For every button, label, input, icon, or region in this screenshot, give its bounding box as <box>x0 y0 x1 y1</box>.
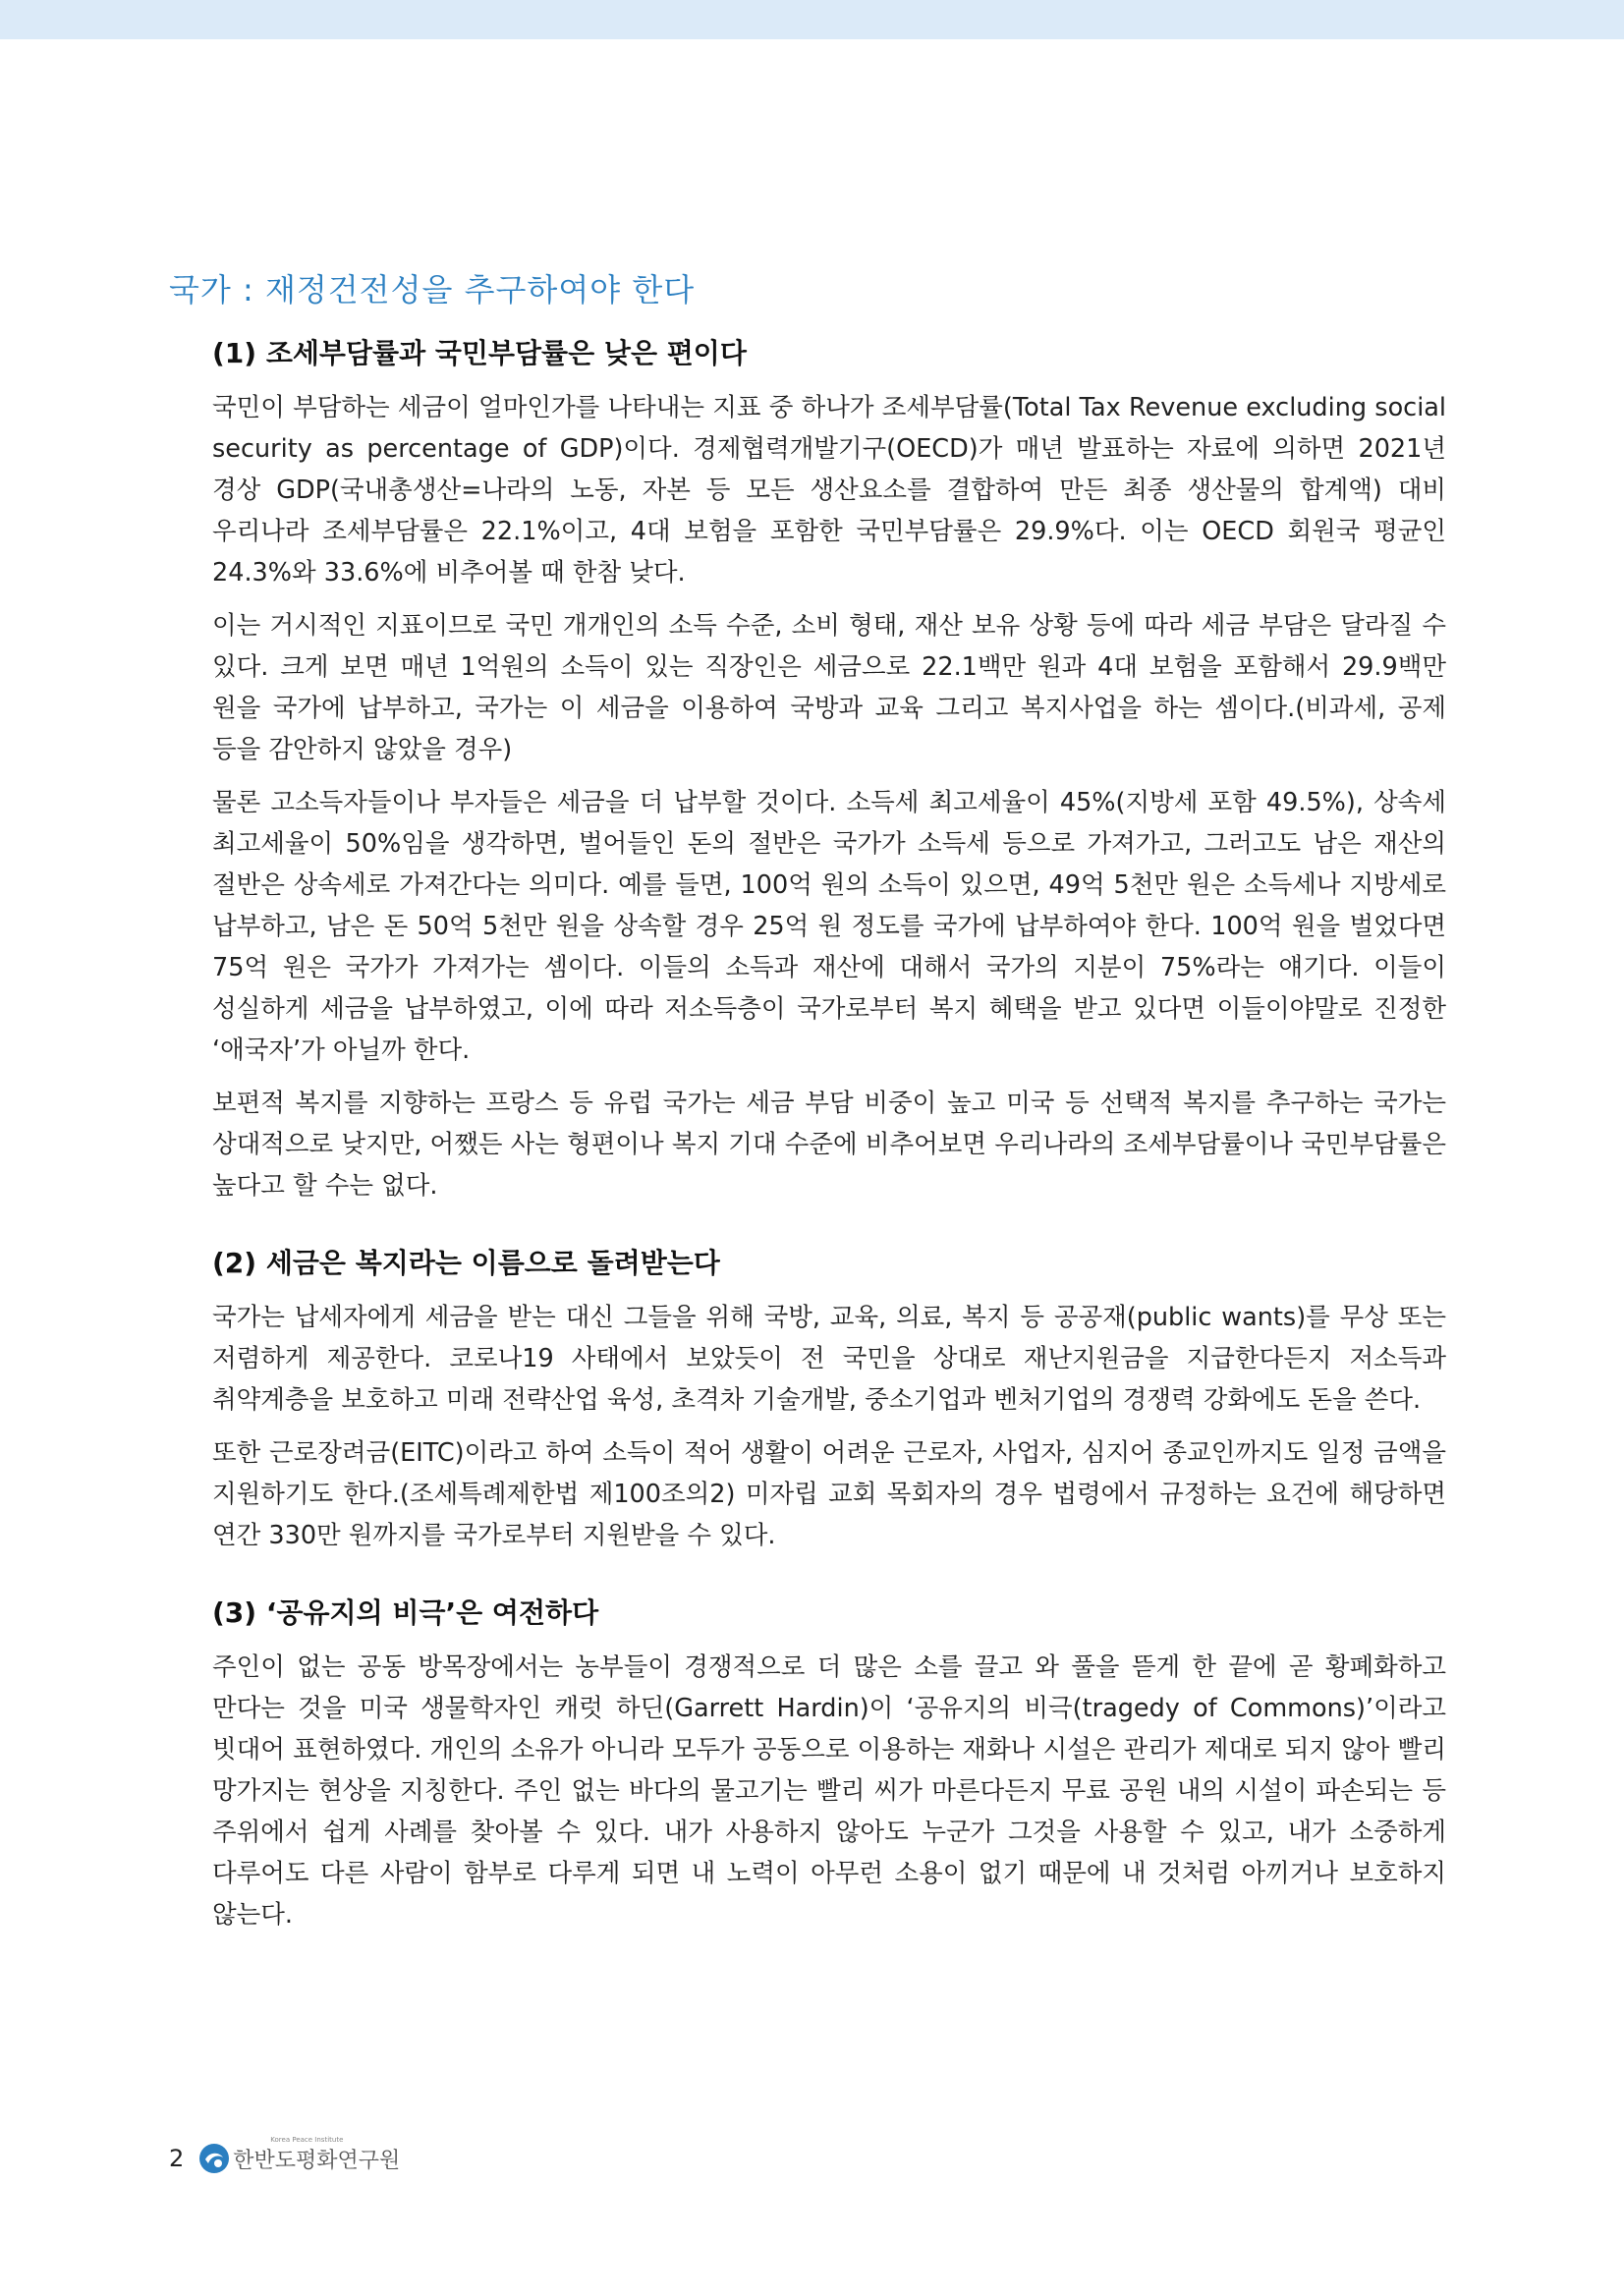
paragraph: 물론 고소득자들이나 부자들은 세금을 더 납부할 것이다. 소득세 최고세율이 45%(지방세 포함 49.5%), 상속세 최고세율이 50%임을 생각하면, 벌어들인 돈의 절반은 국가가 소득세 등으로 가져가고, 그러고도 남은 재산의 절반은 상속세로 가져간다는 의미다. 예를 들면, 100억 원의 소득이 있으면, 49억 5천만 원은 소득세나 지방세로 납부하고, 남은 돈 50억 5천만 원을 상속할 경우 25억 원 정도를 국가에 납부하여야 한다. 100억 원을 벌었다면 75억 원은 국가가 가져가는 셈이다. 이들의 소득과 재산에 대해서 국가의 지분이 75%라는 얘기다. 이들이 성실하게 세금을 납부하였고, 이에 따라 저소득층이 국가로부터 복지 혜택을 받고 있다면 이들이야말로 진정한 ‘애국자’가 아닐까 한다. <box>212 788 1446 1065</box>
paragraph: 주인이 없는 공동 방목장에서는 농부들이 경쟁적으로 더 많은 소를 끌고 와 풀을 뜯게 한 끝에 곧 황폐화하고 만다는 것을 미국 생물학자인 캐럿 하딘(Garrett Hardin)이 ‘공유지의 비극(tragedy of Commons)’이라고 빗대어 표현하였다. 개인의 소유가 아니라 모두가 공동으로 이용하는 재화나 시설은 관리가 제대로 되지 않아 빨리 망가지는 현상을 지칭한다. 주인 없는 바다의 물고기는 빨리 씨가 마른다든지 무료 공원 내의 시설이 파손되는 등 주위에서 쉽게 사례를 찾아볼 수 있다. 내가 사용하지 않아도 누군가 그것을 사용할 수 있고, 내가 소중하게 다루어도 다른 사람이 함부로 다루게 되면 내 노력이 아무런 소용이 없기 때문에 내 것처럼 아끼거나 보호하지 않는다. <box>212 1652 1446 1930</box>
document-body <box>169 265 1446 1947</box>
logo-text: 한반도평화연구원 <box>233 2148 401 2173</box>
subsection-heading: (2) 세금은 복지라는 이름으로 돌려받는다 <box>212 1247 720 1279</box>
paragraph: 이는 거시적인 지표이므로 국민 개개인의 소득 수준, 소비 형태, 재산 보유 상황 등에 따라 세금 부담은 달라질 수 있다. 크게 보면 매년 1억원의 소득이 있는 직장인은 세금으로 22.1백만 원과 4대 보험을 포함해서 29.9백만 원을 국가에 납부하고, 국가는 이 세금을 이용하여 국방과 교육 그리고 복지사업을 하는 셈이다.(비과세, 공제 등을 감안하지 않았을 경우) <box>212 611 1446 764</box>
subsection-1 <box>169 332 1446 1206</box>
logo-subtext: Korea Peace Institute <box>270 2136 344 2144</box>
logo-mark-icon <box>197 2142 231 2175</box>
subsection-2 <box>169 1242 1446 1556</box>
paragraph: 또한 근로장려금(EITC)이라고 하여 소득이 적어 생활이 어려운 근로자, 사업자, 심지어 종교인까지도 일정 금액을 지원하기도 한다.(조세특례제한법 제100조의2) 미자립 교회 목회자의 경우 법령에서 규정하는 요건에 해당하면 연간 330만 원까지를 국가로부터 지원받을 수 있다. <box>212 1438 1446 1550</box>
paragraph: 국가는 납세자에게 세금을 받는 대신 그들을 위해 국방, 교육, 의료, 복지 등 공공재(public wants)를 무상 또는 저렴하게 제공한다. 코로나19 사태에서 보았듯이 전 국민을 상대로 재난지원금을 지급한다든지 저소득과 취약계층을 보호하고 미래 전략산업 육성, 초격차 기술개발, 중소기업과 벤처기업의 경쟁력 강화에도 돈을 쓴다. <box>212 1303 1446 1415</box>
institute-logo <box>197 2136 401 2175</box>
subsection-3 <box>169 1592 1446 1935</box>
page-footer <box>169 2136 401 2175</box>
paragraph: 국민이 부담하는 세금이 얼마인가를 나타내는 지표 중 하나가 조세부담률(Total Tax Revenue excluding social security as percentage of GDP)이다. 경제협력개발기구(OECD)가 매년 발표하는 자료에 의하면 2021년 경상 GDP(국내총생산=나라의 노동, 자본 등 모든 생산요소를 결합하여 만든 최종 생산물의 합계액) 대비 우리나라 조세부담률은 22.1%이고, 4대 보험을 포함한 국민부담률은 29.9%다. 이는 OECD 회원국 평균인 24.3%와 33.6%에 비추어볼 때 한참 낮다. <box>212 393 1446 588</box>
subsection-heading: (3) ‘공유지의 비극’은 여전하다 <box>212 1596 599 1629</box>
section-title: 국가 : 재정건전성을 추구하여야 한다 <box>169 271 696 308</box>
page-number: 2 <box>169 2145 185 2172</box>
paragraph: 보편적 복지를 지향하는 프랑스 등 유럽 국가는 세금 부담 비중이 높고 미국 등 선택적 복지를 추구하는 국가는 상대적으로 낮지만, 어쨌든 사는 형편이나 복지 기대 수준에 비추어보면 우리나라의 조세부담률이나 국민부담률은 높다고 할 수는 없다. <box>212 1089 1446 1201</box>
top-color-band <box>0 0 1624 39</box>
subsection-heading: (1) 조세부담률과 국민부담률은 낮은 편이다 <box>212 337 747 369</box>
